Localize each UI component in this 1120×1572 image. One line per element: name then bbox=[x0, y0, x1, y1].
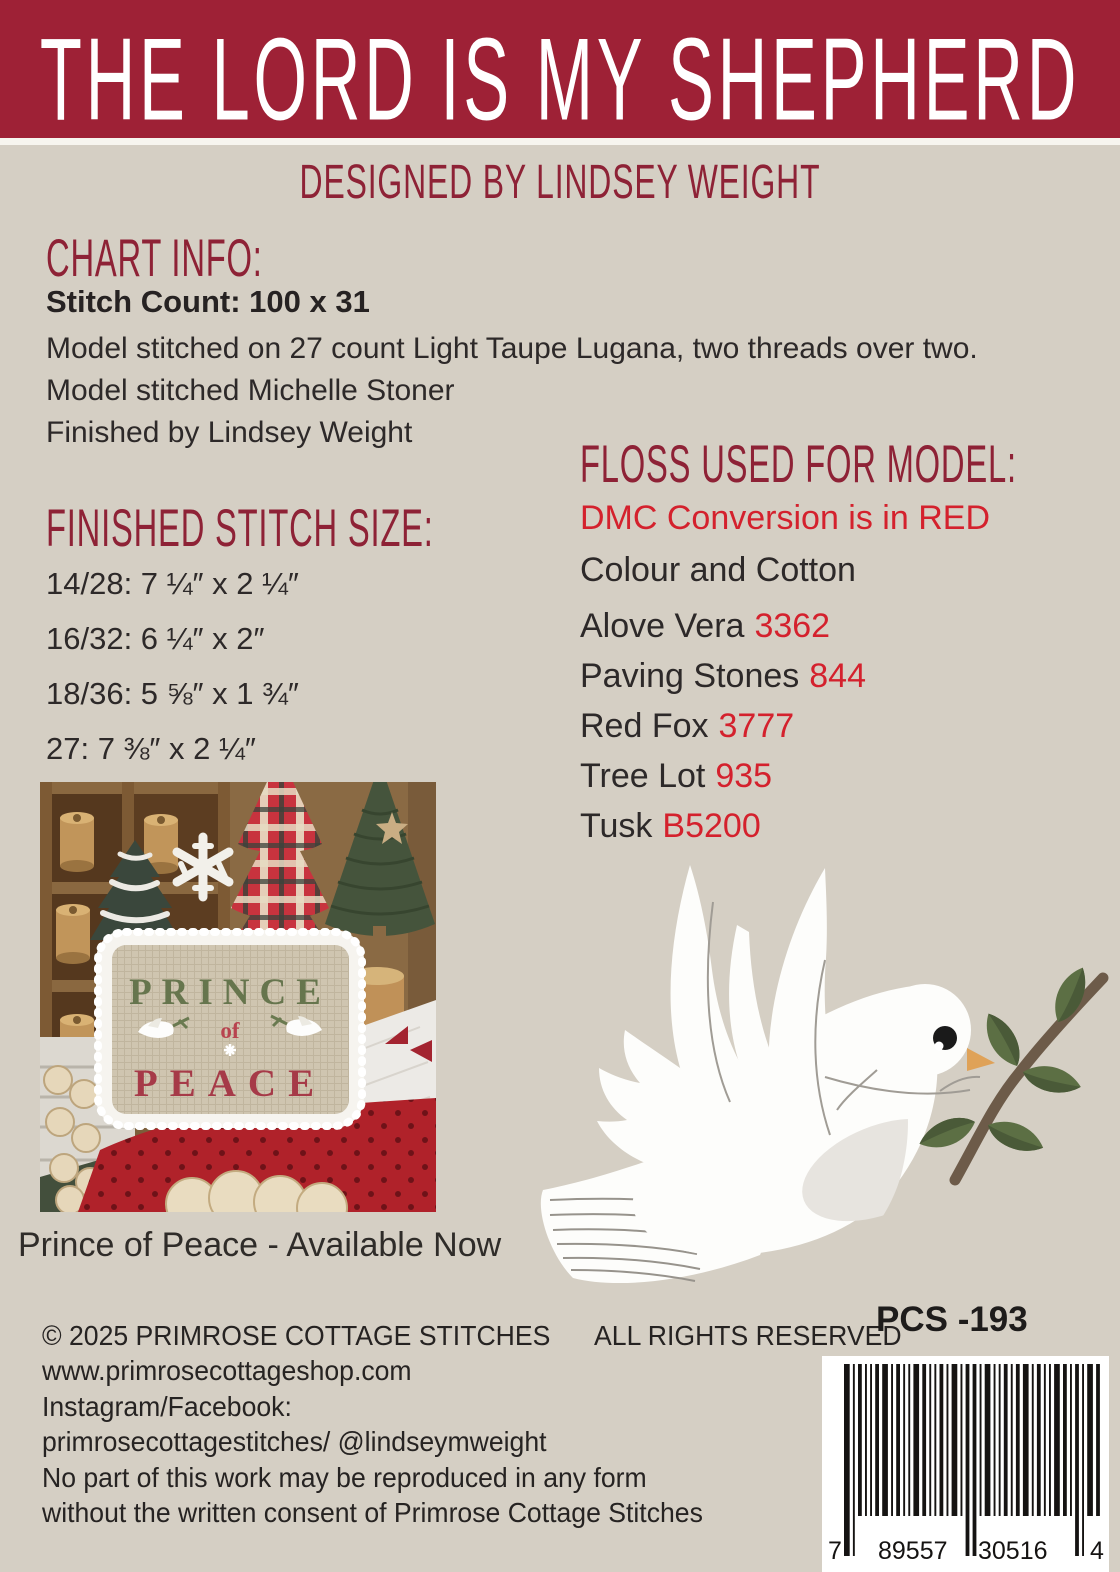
barcode bbox=[822, 1356, 1109, 1572]
pillow-word-prince: PRINCE bbox=[129, 972, 331, 1013]
finished-size-list bbox=[46, 556, 299, 776]
barcode-digit-group2: 30516 bbox=[978, 1537, 1048, 1565]
floss-item bbox=[580, 601, 866, 651]
floss-dmc-code: 935 bbox=[715, 757, 773, 795]
pillow-word-of: of bbox=[220, 1018, 240, 1043]
pillow-word-peace: PEACE bbox=[133, 1062, 327, 1105]
legal-line: without the written consent of Primrose Cottage Stitches bbox=[42, 1497, 703, 1529]
chart-info-line: Model stitched on 27 count Light Taupe Lugana, two threads over two. bbox=[46, 332, 978, 365]
floss-name: Tusk bbox=[580, 807, 653, 845]
photo-caption: Prince of Peace - Available Now bbox=[18, 1226, 502, 1264]
website: www.primrosecottageshop.com bbox=[42, 1355, 412, 1387]
title-banner bbox=[0, 0, 1120, 145]
chart-info-heading: CHART INFO: bbox=[46, 228, 263, 288]
dove-eye-highlight bbox=[935, 1042, 944, 1051]
floss-list bbox=[580, 601, 866, 851]
floss-name: Red Fox bbox=[580, 707, 709, 745]
floss-dmc-code: 3362 bbox=[754, 607, 831, 645]
size-line: 27: 7 ⅜″ x 2 ¼″ bbox=[46, 731, 256, 766]
chart-info-line: Model stitched Michelle Stoner bbox=[46, 374, 455, 407]
floss-dmc-code: 844 bbox=[809, 657, 866, 695]
product-sku: PCS -193 bbox=[876, 1300, 1028, 1339]
floss-dmc-code: 3777 bbox=[718, 707, 795, 745]
barcode-digit-last: 4 bbox=[1090, 1537, 1104, 1565]
social-handles: primrosecottagestitches/ @lindseymweight bbox=[42, 1426, 547, 1458]
floss-dmc-code: B5200 bbox=[662, 807, 761, 845]
size-line: 16/32: 6 ¼″ x 2″ bbox=[46, 621, 265, 656]
dove-head bbox=[879, 984, 971, 1076]
dove-illustration bbox=[525, 840, 1120, 1325]
footer-text bbox=[42, 1318, 902, 1530]
floss-item bbox=[580, 701, 866, 751]
chart-info-line: Finished by Lindsey Weight bbox=[46, 416, 413, 449]
social-label: Instagram/Facebook: bbox=[42, 1390, 292, 1422]
page-title: THE LORD IS MY SHEPHERD bbox=[39, 13, 1081, 145]
rights-reserved: ALL RIGHTS RESERVED bbox=[594, 1320, 902, 1351]
dmc-conversion-note: DMC Conversion is in RED bbox=[580, 499, 990, 537]
copyright: © 2025 PRIMROSE COTTAGE STITCHES bbox=[42, 1320, 551, 1351]
dove-beak bbox=[967, 1048, 995, 1071]
floss-name: Paving Stones bbox=[580, 657, 800, 695]
prince-of-peace-pillow bbox=[96, 930, 364, 1128]
floss-item bbox=[580, 751, 866, 801]
floss-item bbox=[580, 651, 866, 701]
barcode-digit-first: 7 bbox=[828, 1537, 842, 1565]
stitch-count: Stitch Count: 100 x 31 bbox=[46, 284, 370, 319]
floss-brand: Colour and Cotton bbox=[580, 551, 856, 589]
finished-size-heading: FINISHED STITCH SIZE: bbox=[46, 498, 434, 558]
size-line: 14/28: 7 ¼″ x 2 ¼″ bbox=[46, 566, 299, 601]
barcode-digit-group1: 89557 bbox=[878, 1537, 948, 1565]
floss-name: Tree Lot bbox=[580, 757, 706, 795]
legal-line: No part of this work may be reproduced in any form bbox=[42, 1461, 647, 1493]
designed-by-line: DESIGNED BY LINDSEY WEIGHT bbox=[299, 156, 821, 210]
floss-name: Alove Vera bbox=[580, 607, 745, 645]
model-photo bbox=[40, 782, 436, 1212]
size-line: 18/36: 5 ⅝″ x 1 ¾″ bbox=[46, 676, 299, 711]
floss-heading: FLOSS USED FOR MODEL: bbox=[580, 434, 1017, 494]
copyright-line bbox=[42, 1318, 902, 1353]
